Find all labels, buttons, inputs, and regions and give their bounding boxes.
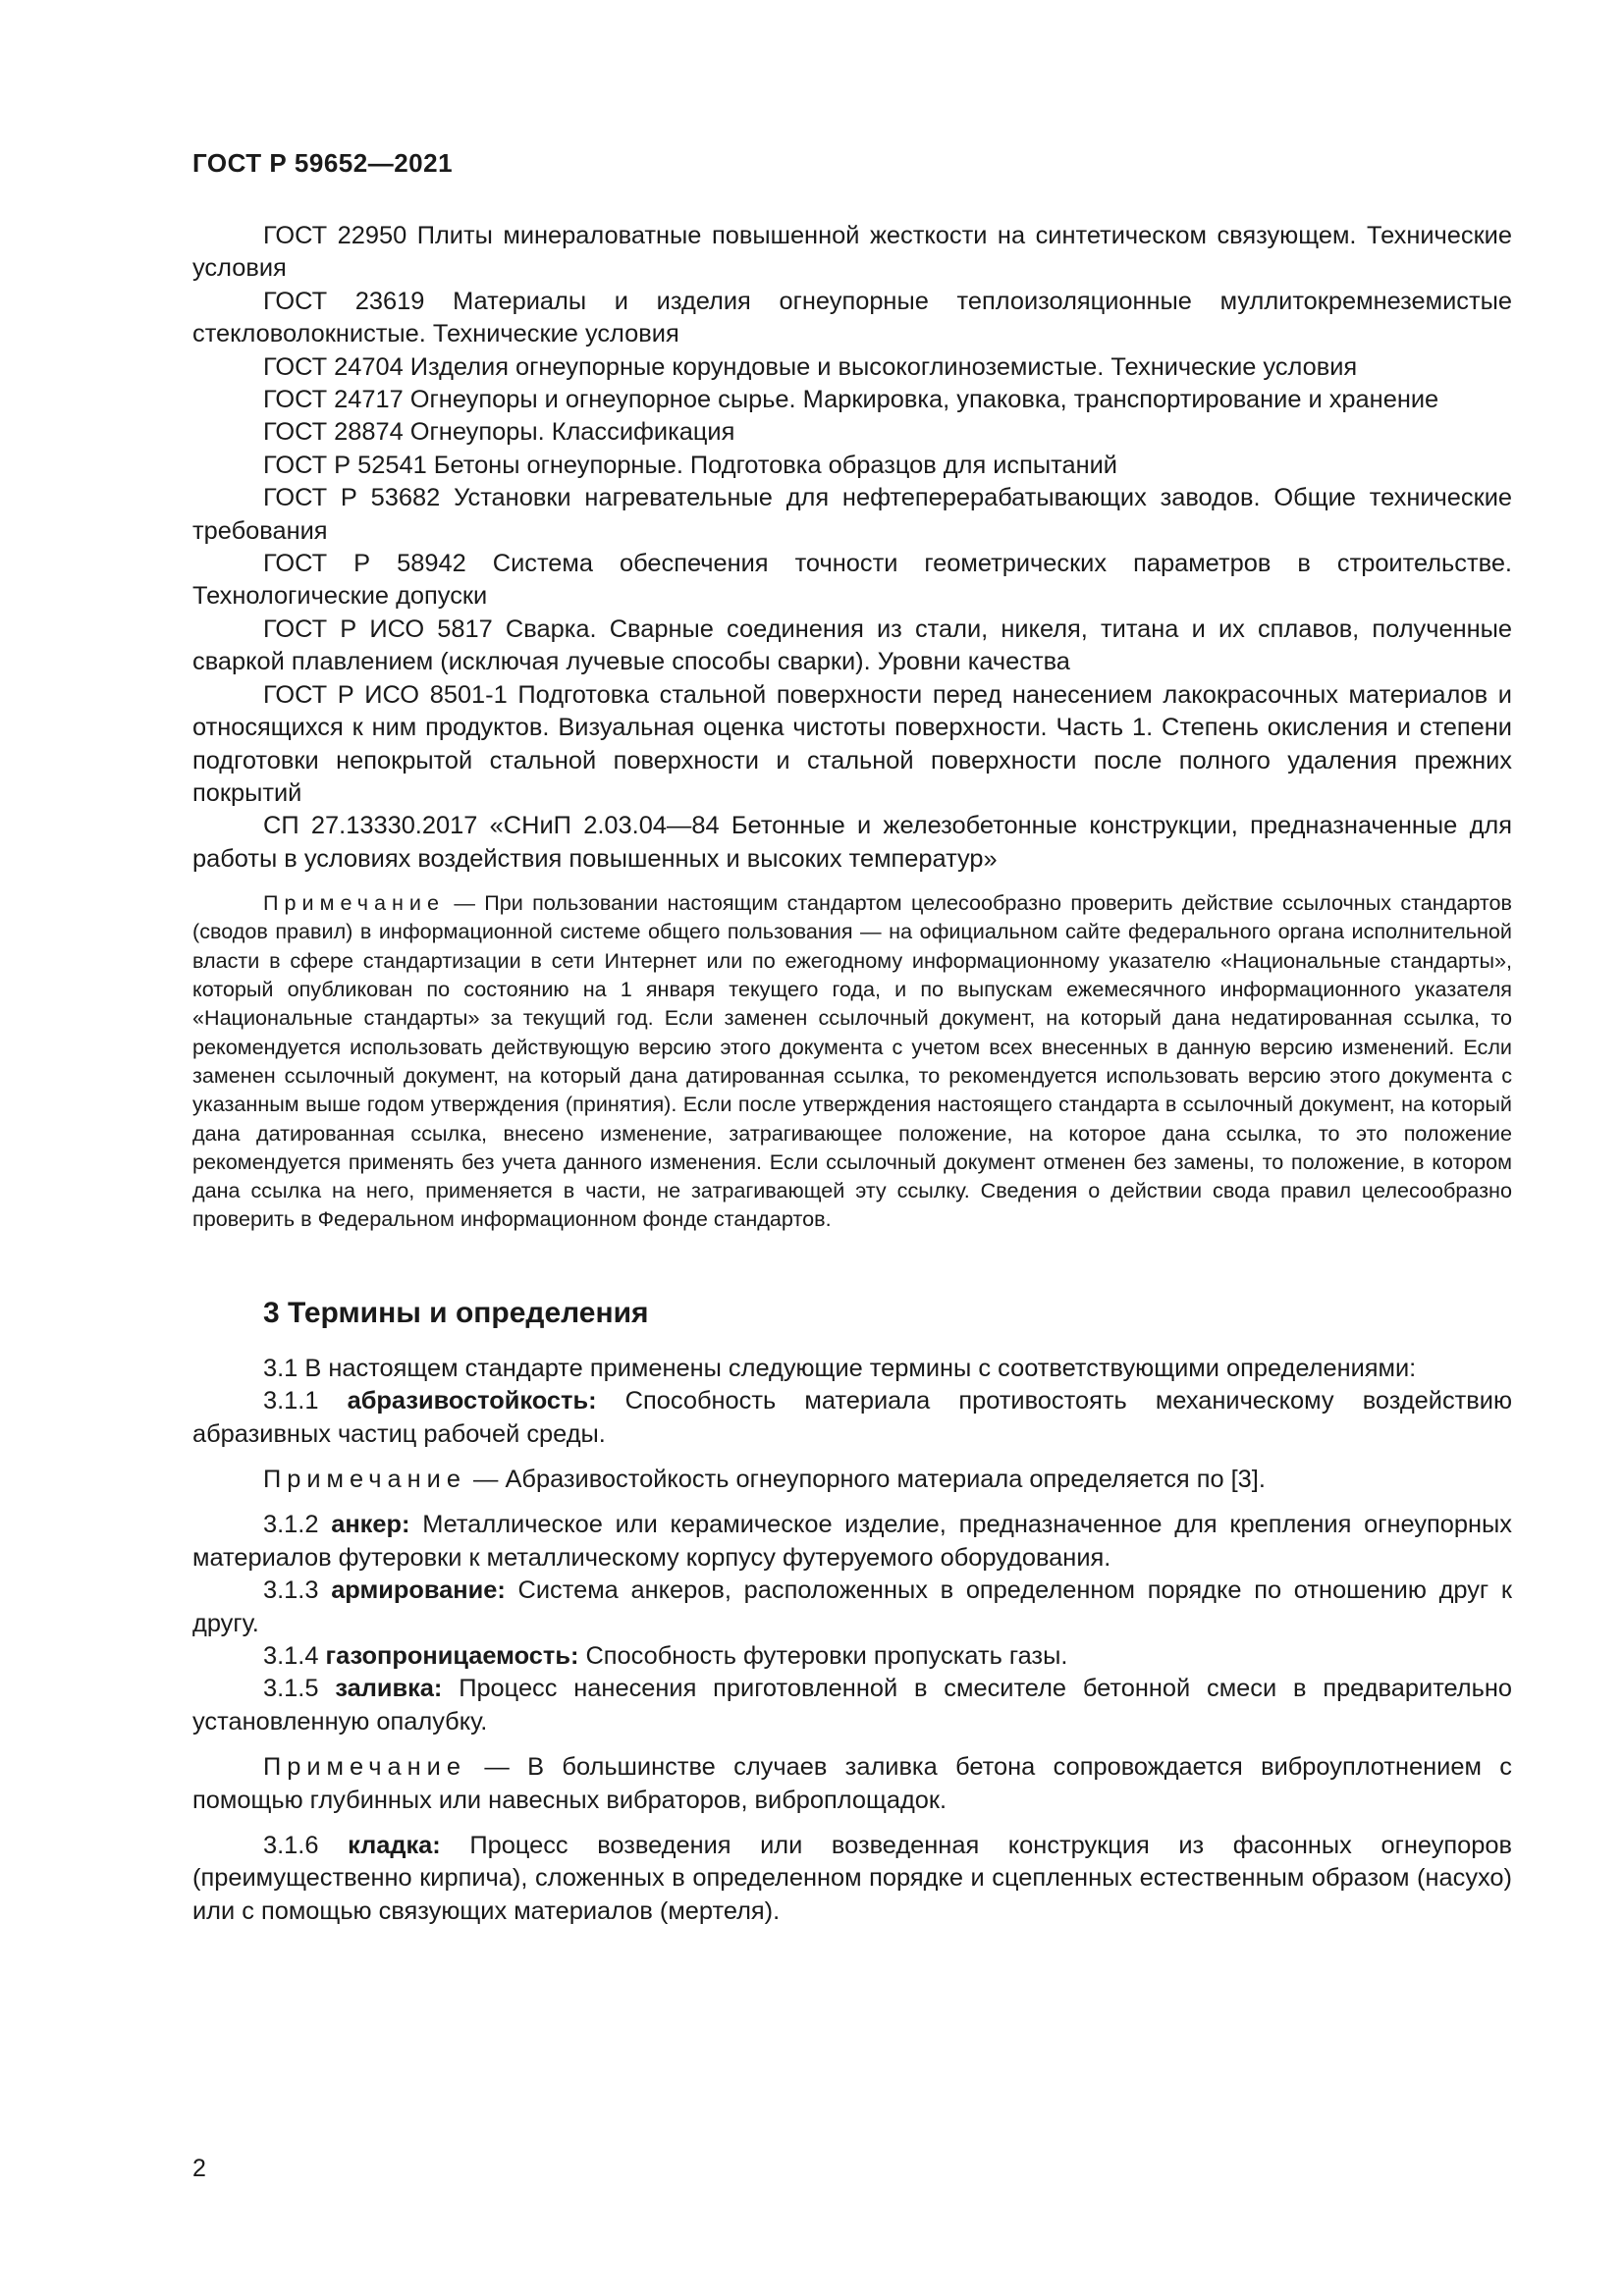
term-name: анкер: [331, 1511, 410, 1539]
term-entry [192, 1830, 1512, 1928]
reference-item: ГОСТ 23619 Материалы и изделия огнеупорные теплоизоляционные муллитокремнеземистые стекловолокнистые. Технические условия [192, 287, 1512, 348]
page-number: 2 [192, 2155, 206, 2182]
references-note [192, 888, 1512, 1234]
reference-item: ГОСТ Р ИСО 5817 Сварка. Сварные соединения из стали, никеля, титана и их сплавов, полученные сваркой плавлением (исключая лучевые способы сварки). Уровни качества [192, 614, 1512, 676]
term-definition: Процесс нанесения приготовленной в смесителе бетонной смеси в предварительно установленную опалубку. [192, 1675, 1512, 1735]
term-number: 3.1.3 [263, 1576, 332, 1605]
note-label: Примечание [263, 1753, 466, 1782]
note-text: — В большинстве случаев заливка бетона сопровождается виброуплотнением с помощью глубинных или навесных вибраторов, виброплощадок. [192, 1753, 1512, 1814]
reference-item: ГОСТ 24717 Огнеупоры и огнеупорное сырье. Маркировка, упаковка, транспортирование и хранение [263, 386, 1439, 414]
term-name: кладка: [348, 1831, 441, 1859]
term-entry [192, 1509, 1512, 1575]
reference-item: ГОСТ 28874 Огнеупоры. Классификация [263, 418, 735, 447]
clause-intro: 3.1 В настоящем стандарте применены следующие термины с соответствующими определениями: [263, 1354, 1417, 1382]
term-number: 3.1.6 [263, 1831, 349, 1859]
note-label: Примечание [263, 1465, 466, 1493]
reference-item: ГОСТ 22950 Плиты минераловатные повышенной жесткости на синтетическом связующем. Технические условия [192, 222, 1512, 283]
term-note [192, 1464, 1512, 1496]
term-name: абразивостойкость: [347, 1387, 597, 1415]
term-definition: Способность материала противостоять механическому воздействию абразивных частиц рабочей среды. [192, 1387, 1512, 1448]
term-number: 3.1.2 [263, 1511, 332, 1539]
term-definition: Металлическое или керамическое изделие, предназначенное для крепления огнеупорных материалов футеровки к металлическому корпусу футеруемого оборудования. [192, 1511, 1512, 1572]
reference-item: ГОСТ Р 53682 Установки нагревательные для нефтеперерабатывающих заводов. Общие технические требования [192, 484, 1512, 545]
term-entry [192, 1385, 1512, 1451]
normative-references-list [192, 220, 1512, 876]
note-text: — Абразивостойкость огнеупорного материала определяется по [3]. [465, 1465, 1266, 1493]
note-text: — При пользовании настоящим стандартом целесообразно проверить действие ссылочных стандартов (сводов правил) в информационной системе общего пользования — на официальном сайте федерального органа исполнительной власти в сфере стандартизации в сети Интернет или по ежегодному информационному указателю «Национальные стандарты», который опубликован по состоянию на 1 января текущего года, и по выпускам ежемесячного информационного указателя «Национальные стандарты» за текущий год. Если заменен ссылочный документ, на который дана недатированная ссылка, то рекомендуется использовать действующую версию этого документа с учетом всех внесенных в данную версию изменений. Если заменен ссылочный документ, на который дана датированная ссылка, то рекомендуется использовать версию этого документа с указанным выше годом утверждения (принятия). Если после утверждения настоящего стандарта в ссылочный документ, на который дана датированная ссылка, внесено изменение, затрагивающее положение, на которое дана ссылка, то это положение рекомендуется применять без учета данного изменения. Если ссылочный документ отменен без замены, то положение, в котором дана ссылка на него, применяется в части, не затрагивающей эту ссылку. Сведения о действии свода правил целесообразно проверить в Федеральном информационном фонде стандартов. [192, 890, 1512, 1232]
term-definition: Система анкеров, расположенных в определенном порядке по отношению друг к другу. [192, 1576, 1512, 1637]
reference-item: СП 27.13330.2017 «СНиП 2.03.04—84 Бетонные и железобетонные конструкции, предназначенные для работы в условиях воздействия повышенных и высоких температур» [192, 812, 1512, 873]
term-name: заливка: [335, 1675, 443, 1703]
section-title: 3 Термины и определения [263, 1296, 649, 1329]
term-number: 3.1.1 [263, 1387, 348, 1415]
terms-list [192, 1353, 1512, 1929]
term-name: армирование: [331, 1576, 506, 1605]
term-entry [192, 1640, 1512, 1673]
page-content [192, 220, 1512, 1928]
term-definition: Процесс возведения или возведенная конструкция из фасонных огнеупоров (преимущественно кирпича), сложенных в определенном порядке и сцепленных естественным образом (насухо) или с помощью связующих материалов (мертеля). [192, 1831, 1513, 1925]
term-definition: Способность футеровки пропускать газы. [578, 1641, 1068, 1670]
reference-item: ГОСТ Р 58942 Система обеспечения точности геометрических параметров в строительстве. Технологические допуски [192, 550, 1512, 611]
reference-item: ГОСТ Р ИСО 8501-1 Подготовка стальной поверхности перед нанесением лакокрасочных материалов и относящихся к ним продуктов. Визуальная оценка чистоты поверхности. Часть 1. Степень окисления и степени подготовки непокрытой стальной поверхности и стальной поверхности после полного удаления прежних покрытий [192, 680, 1512, 807]
note-label: Примечание [263, 890, 445, 916]
term-number: 3.1.5 [263, 1675, 336, 1703]
reference-item: ГОСТ Р 52541 Бетоны огнеупорные. Подготовка образцов для испытаний [263, 451, 1117, 479]
term-note [192, 1751, 1512, 1817]
term-entry [192, 1673, 1512, 1738]
document-header: ГОСТ Р 59652—2021 [192, 148, 454, 178]
term-number: 3.1.4 [263, 1641, 326, 1670]
term-name: газопроницаемость: [325, 1641, 579, 1670]
reference-item: ГОСТ 24704 Изделия огнеупорные корундовые и высокоглиноземистые. Технические условия [263, 352, 1358, 381]
term-entry [192, 1575, 1512, 1640]
